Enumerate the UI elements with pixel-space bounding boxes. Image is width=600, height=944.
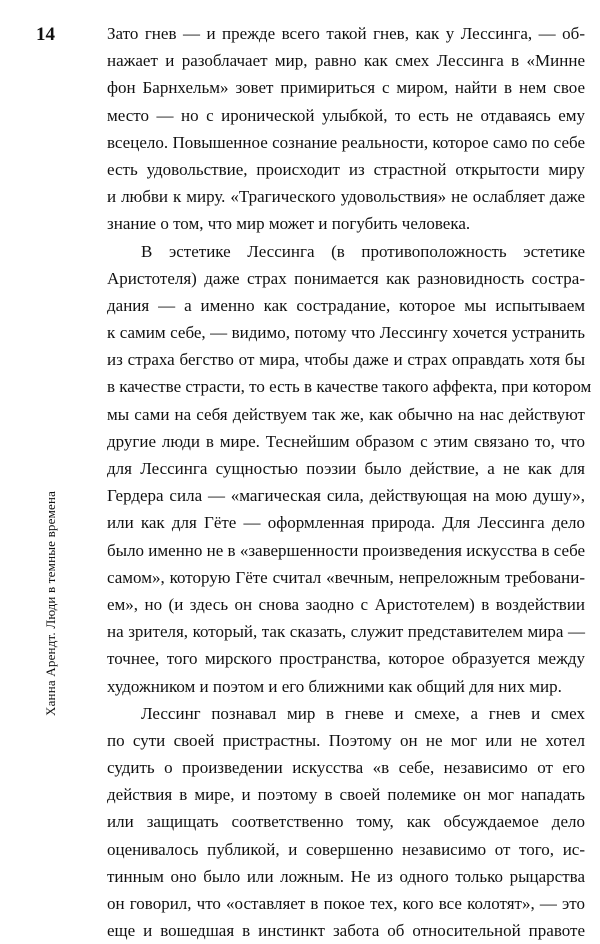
text-line: по сути своей пристрастны. Поэтому он не мог или не хотел (107, 730, 585, 750)
text-line: оценивалось публикой, и совершенно независимо от того, ис- (107, 839, 585, 859)
text-line: тинным оно было или ложным. Не из одного только рыцарства (107, 866, 585, 886)
text-line: место — но с иронической улыбкой, то есть не отдаваясь ему (107, 105, 585, 125)
text-line: Аристотеля) даже страх понимается как разновидность сострa- (107, 268, 585, 288)
text-line: точнее, того мирского пространства, которое образуется между (107, 649, 585, 669)
text-line: на зрителя, который, так сказать, служит представителем мира — (107, 622, 585, 642)
text-line: самом», которую Гёте считал «вечным, непреложным требовани- (107, 567, 585, 587)
text-line: он говорил, что «оставляет в покое тех, кого все колотят», — это (107, 894, 585, 913)
text-line: мы сами на себя действуем так же, как обычно на нас действуют (107, 404, 585, 424)
text-line: или как для Гёте — оформленная природа. Для Лессинга дело (107, 513, 585, 533)
running-head: Ханна Арендт. Люди в темные времена (43, 490, 58, 716)
text-line: к самим себе, — видимо, потому что Лессингу хочется устранить (107, 323, 585, 343)
text-line: художником и поэтом и его ближними как общий для них мир. (107, 676, 562, 696)
text-line: еще и вошедшая в инстинкт забота об относительной правоте (107, 921, 585, 941)
text-line: фон Барнхельм» зовет примириться с миром, найти в нем свое (107, 78, 585, 98)
text-line: есть удовольствие, происходит из страстной открытости миру (107, 159, 585, 179)
text-line: Гердера сила — «магическая сила, действующая на мою душу», (107, 486, 585, 506)
text-line: для Лессинга сущностью поэзии было действие, а не как для (107, 459, 585, 478)
text-line: Зато гнев — и прежде всего такой гнев, как у Лессинга, — об- (107, 24, 585, 43)
text-line: знание о том, что мир может и погубить человека. (107, 214, 471, 234)
text-line: или защищать соответственно тому, как обсуждаемое дело (107, 812, 585, 832)
text-line: было именно не в «завершенности произведения искусства в себе (107, 540, 586, 560)
text-line: нажает и разоблачает мир, равно как смех Лессинга в «Минне (107, 51, 585, 71)
body-text (107, 20, 592, 944)
text-line: другие люди в мире. Теснейшим образом с этим связано то, что (107, 431, 585, 451)
text-line: из страха бегство от мира, чтобы даже и страх оправдать хотя бы (107, 350, 585, 370)
text-line: дания — а именно как сострадание, которое мы испытываем (107, 295, 585, 315)
text-line: ем», но (и здесь он снова заодно с Аристотелем) в воздействии (107, 594, 585, 614)
text-line: судить о произведении искусства «в себе, независимо от его (107, 758, 585, 778)
text-line: всецело. Повышенное сознание реальности, которое само по себе (107, 132, 585, 152)
page-number: 14 (36, 24, 55, 45)
text-line: в качестве страсти, то есть в качестве такого аффекта, при котором (107, 377, 592, 397)
text-line: Лессинг познавал мир в гневе и смехе, а гнев и смех (141, 703, 585, 723)
text-line: и любви к миру. «Трагического удовольствия» не ослабляет даже (107, 187, 585, 207)
text-line: действия в мире, и поэтому в своей полемике он мог нападать (107, 785, 585, 805)
text-line: В эстетике Лессинга (в противоположность эстетике (141, 241, 585, 261)
